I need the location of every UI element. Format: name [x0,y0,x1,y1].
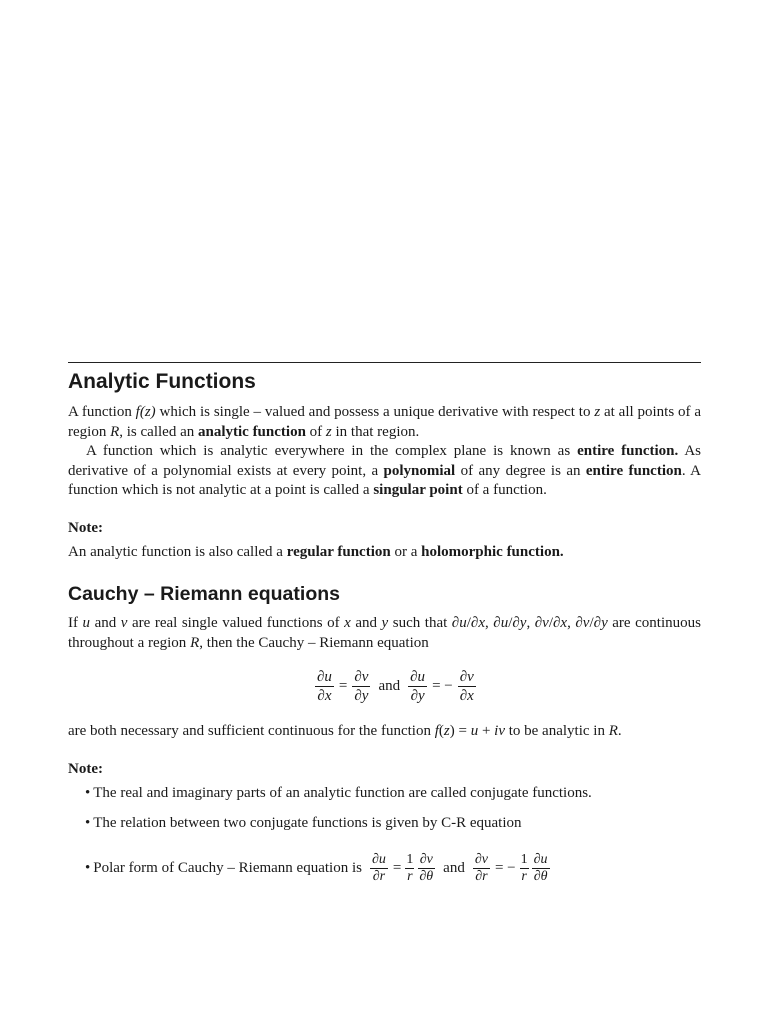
bullet-icon: • [85,859,91,876]
heading-analytic-functions: Analytic Functions [68,370,256,393]
list-item: • The relation between two conjugate functions is given by C-R equation [85,815,522,831]
paragraph-regular-function: An analytic function is also called a regular function or a holomorphic function. [68,544,564,560]
fraction-du-dx: $\frac{\partial u}{\partial x}$ [317,669,332,704]
paragraph-entire-function: A function which is analytic everywhere in the complex plane is known as entire function. As derivative of a polynomial exists at every point, a polynomial of any degree is an entire function. A function which is not analytic at a point is called a singular point of a function. [68,443,701,498]
and-word: and [378,677,401,694]
bullet-icon: • [85,785,91,801]
paragraph-necessary-sufficient: are both necessary and sufficient continuous for the function f(z) = u + iv to be analytic in R. [68,723,622,739]
and-word: and [443,859,465,876]
fraction-dv-dx: $\frac{\partial v}{\partial x}$ [459,669,474,704]
fraction-dv-dr: $\frac{\partial v}{\partial r}$ [474,852,488,884]
heading-cauchy-riemann: Cauchy – Riemann equations [68,583,340,605]
fraction-dv-dy: $\frac{\partial v}{\partial y}$ [354,669,369,704]
list-item: • The real and imaginary parts of an analytic function are called conjugate functions. [85,785,592,801]
bullet-icon: • [85,815,91,831]
fraction-du-dtheta: $\frac{\partial u}{\partial\theta}$ [533,852,548,884]
paragraph-analytic-definition: A function f(z) which is single – valued and possess a unique derivative with respect to z at all points of a region R, is called an analytic function of z in that region. [68,404,701,440]
equals-minus-sign: = − [494,859,516,876]
equals-sign: = [338,677,348,694]
note-label: Note: [68,761,103,777]
fraction-one-over-r: $\frac{1}{r}$ [520,852,528,884]
section-rule [68,362,701,363]
equals-sign: = [392,859,402,876]
fraction-one-over-r: $\frac{1}{r}$ [406,852,414,884]
fraction-dv-dtheta: $\frac{\partial v}{\partial\theta}$ [419,852,434,884]
note-label: Note: [68,520,103,536]
polar-cauchy-riemann-equation [368,852,552,885]
equals-minus-sign: = − [432,677,453,694]
fraction-du-dy: $\frac{\partial u}{\partial y}$ [410,669,426,704]
fraction-du-dr: $\frac{\partial u}{\partial r}$ [371,852,386,884]
cauchy-riemann-equation [313,668,478,705]
paragraph-cr-conditions: If u and v are real single valued functions of x and y such that ∂u/∂x, ∂u/∂y, ∂v/∂x, ∂v/∂y are continuous throughout a region R, then the Cauchy – Riemann equation [68,615,701,651]
list-item: • Polar form of Cauchy – Riemann equation is $\frac{\partial u}{\partial r}$ = $\frac{1}{r}$ $\frac{\partial v}{\partial\theta}$ and $\frac{\partial v}{\partial r}$ = − $\frac{1}{r}$ $\frac{\partial u}{\partial\theta}$ [85,852,701,885]
